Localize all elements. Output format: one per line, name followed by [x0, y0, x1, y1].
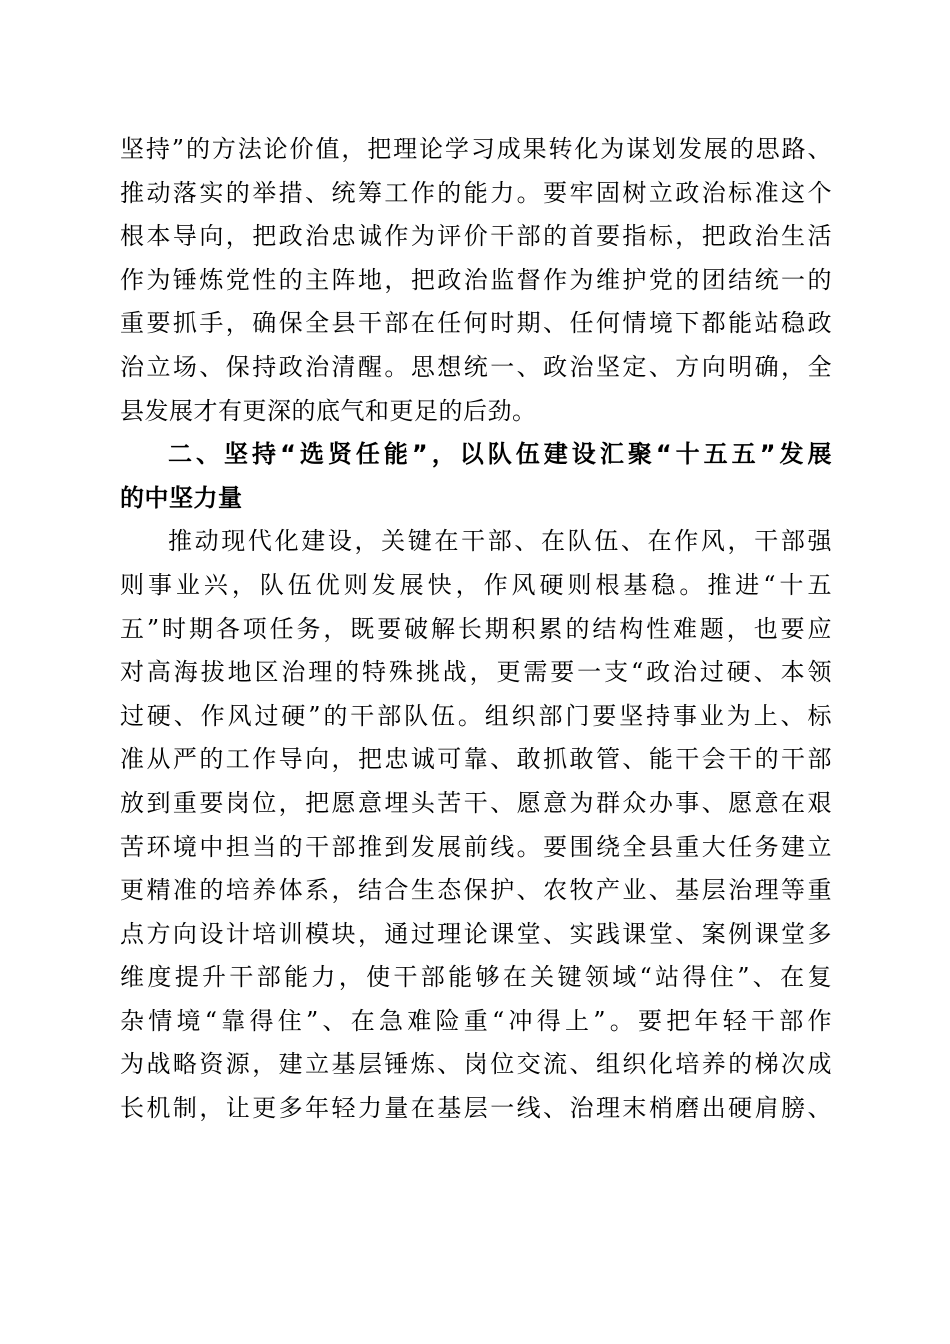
text-line: 点方向设计培训模块，通过理论课堂、实践课堂、案例课堂多 — [120, 919, 832, 948]
text-line: 则事业兴，队伍优则发展快，作风硬则根基稳。推进“十五 — [120, 570, 832, 599]
heading-line: 二、坚持“选贤任能”，以队伍建设汇聚“十五五”发展 — [168, 440, 832, 469]
text-line: 作为锤炼党性的主阵地，把政治监督作为维护党的团结统一的 — [120, 265, 832, 294]
text-line: 过硬、作风过硬”的干部队伍。组织部门要坚持事业为上、标 — [120, 701, 832, 730]
text-line: 县发展才有更深的底气和更足的后劲。 — [120, 396, 537, 425]
text-line: 为战略资源，建立基层锤炼、岗位交流、组织化培养的梯次成 — [120, 1050, 832, 1079]
text-line: 治立场、保持政治清醒。思想统一、政治坚定、方向明确，全 — [120, 352, 832, 381]
text-line: 准从严的工作导向，把忠诚可靠、敢抓敢管、能干会干的干部 — [120, 745, 832, 774]
text-line: 维度提升干部能力，使干部能够在关键领域“站得住”、在复 — [120, 963, 832, 992]
text-line: 更精准的培养体系，结合生态保护、农牧产业、基层治理等重 — [120, 876, 832, 905]
document-body — [120, 128, 832, 1131]
text-line: 坚持”的方法论价值，把理论学习成果转化为谋划发展的思路、 — [120, 135, 832, 163]
text-line: 对高海拔地区治理的特殊挑战，更需要一支“政治过硬、本领 — [120, 658, 832, 687]
section-heading — [120, 433, 832, 520]
paragraph-team-building — [120, 520, 832, 1130]
paragraph-political-standard — [120, 128, 832, 433]
text-line: 放到重要岗位，把愿意埋头苦干、愿意为群众办事、愿意在艰 — [120, 788, 832, 817]
text-line: 长机制，让更多年轻力量在基层一线、治理末梢磨出硬肩膀、 — [120, 1094, 832, 1123]
text-line: 根本导向，把政治忠诚作为评价干部的首要指标，把政治生活 — [120, 222, 832, 251]
text-line: 杂情境“靠得住”、在急难险重“冲得上”。要把年轻干部作 — [120, 1006, 832, 1035]
text-line: 重要抓手，确保全县干部在任何时期、任何情境下都能站稳政 — [120, 309, 832, 338]
heading-line: 的中坚力量 — [120, 483, 243, 512]
text-line: 推动落实的举措、统筹工作的能力。要牢固树立政治标准这个 — [120, 178, 832, 207]
text-line: 苦环境中担当的干部推到发展前线。要围绕全县重大任务建立 — [120, 832, 832, 861]
text-line: 五”时期各项任务，既要破解长期积累的结构性难题，也要应 — [120, 614, 832, 643]
text-line: 推动现代化建设，关键在干部、在队伍、在作风，干部强 — [168, 527, 832, 556]
